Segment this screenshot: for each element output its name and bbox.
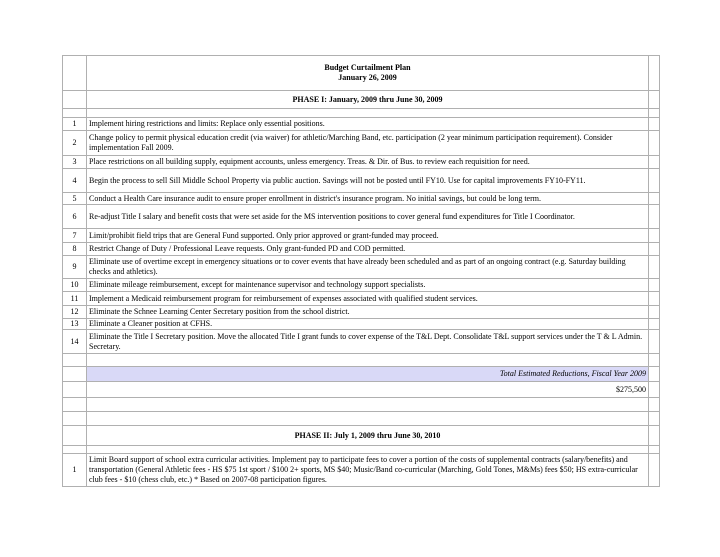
item-text: Eliminate use of overtime except in emergency situations or to cover events that have already been scheduled and as part of an ongoing contract (e.g. Saturday building checks and athletics).: [87, 256, 649, 279]
table-row: [63, 279, 660, 292]
item-number: 10: [63, 279, 87, 292]
item-text: Eliminate the Title I Secretary position. Move the allocated Title I grant funds to cover expense of the T&L Dept. Consolidate T&L support services under the T & L Admin. Secretary.: [87, 330, 649, 354]
table-row: [63, 330, 660, 354]
item-text: Re-adjust Title I salary and benefit costs that were set aside for the MS intervention positions to cover general fund expenditures for Title I Coordinator.: [87, 205, 649, 229]
item-text: Eliminate a Cleaner position at CFHS.: [87, 319, 649, 330]
cell-empty: [63, 56, 87, 91]
item-number: 7: [63, 229, 87, 243]
item-text: Restrict Change of Duty / Professional Leave requests. Only grant-funded PD and COD permitted.: [87, 243, 649, 256]
table-row: [63, 169, 660, 193]
item-text: Conduct a Health Care insurance audit to ensure proper enrollment in district's insurance program. No initial savings, but could be long term.: [87, 193, 649, 205]
item-number: 14: [63, 330, 87, 354]
document-title-cell: [87, 56, 649, 91]
item-number: 8: [63, 243, 87, 256]
item-text: Eliminate the Schnee Learning Center Secretary position from the school district.: [87, 306, 649, 319]
table-row: [63, 243, 660, 256]
item-text: Eliminate mileage reimbursement, except for maintenance supervisor and technology support specialists.: [87, 279, 649, 292]
item-number: 2: [63, 131, 87, 156]
item-number: 12: [63, 306, 87, 319]
table-row: [63, 131, 660, 156]
table-row: [63, 193, 660, 205]
table-row: [63, 256, 660, 279]
item-text: Implement a Medicaid reimbursement program for reimbursement of expenses associated with qualified student services.: [87, 292, 649, 306]
item-text: Begin the process to sell Sill Middle School Property via public auction. Savings will not be posted until FY10. Use for capital improvements FY10-FY11.: [87, 169, 649, 193]
item-text: Implement hiring restrictions and limits: Replace only essential positions.: [87, 118, 649, 131]
table-row: [63, 205, 660, 229]
total-value: $275,500: [87, 382, 649, 398]
item-number: 6: [63, 205, 87, 229]
item-text: Change policy to permit physical education credit (via waiver) for athletic/Marching Band, etc. participation (2 year minimum participation requirement). Consider implementation Fall 2009.: [87, 131, 649, 156]
total-label: Total Estimated Reductions, Fiscal Year 2009: [87, 367, 649, 382]
item-number: 9: [63, 256, 87, 279]
budget-table: [62, 55, 660, 487]
item-number: 1: [63, 118, 87, 131]
item-number: 11: [63, 292, 87, 306]
item-number: 5: [63, 193, 87, 205]
item-text: Limit/prohibit field trips that are General Fund supported. Only prior approved or grant-funded may proceed.: [87, 229, 649, 243]
table-row: [63, 118, 660, 131]
phase1-heading: PHASE I: January, 2009 thru June 30, 2009: [87, 91, 649, 109]
table-row: [63, 156, 660, 169]
item-text: Place restrictions on all building supply, equipment accounts, unless emergency. Treas. & Dir. of Bus. to review each requisition for need.: [87, 156, 649, 169]
table-row: [63, 306, 660, 319]
document-title: Budget Curtailment Plan: [324, 63, 411, 72]
item-number: 4: [63, 169, 87, 193]
table-row: [63, 229, 660, 243]
document-date: January 26, 2009: [338, 73, 397, 82]
item-number: 3: [63, 156, 87, 169]
table-row: [63, 454, 660, 487]
phase2-heading: PHASE II: July 1, 2009 thru June 30, 2010: [87, 426, 649, 446]
item-text: Limit Board support of school extra curricular activities. Implement pay to participate fees to cover a portion of the costs of supplemental contracts (salary/benefits) and transportation (General Athletic fees - HS $75 1st sport / $100 2+ sports, MS $40; Music/Band co-curricular (Marching, Gold Tones, M&Ms) fees $50; HS extra-curricular club fees - $10 (chess club, etc.) * Based on 2007-08 participation figures.: [87, 454, 649, 487]
item-number: 1: [63, 454, 87, 487]
table-row: [63, 292, 660, 306]
item-number: 13: [63, 319, 87, 330]
table-row: [63, 319, 660, 330]
